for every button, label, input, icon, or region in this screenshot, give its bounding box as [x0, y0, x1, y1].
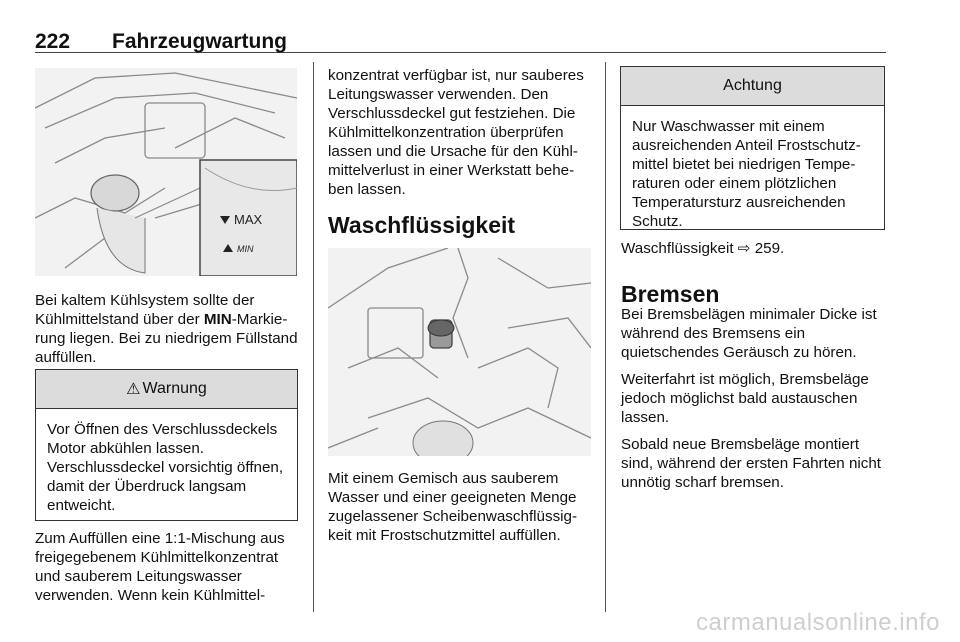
- warning-triangle-icon: ⚠: [126, 381, 141, 398]
- warning-title: Warnung: [142, 380, 207, 397]
- chapter-title: Fahrzeugwartung: [112, 30, 288, 53]
- column-divider: [313, 62, 314, 612]
- brakes-heading: Bremsen: [621, 281, 720, 307]
- left-column-text: [35, 291, 300, 375]
- coolant-reservoir-illustration: [35, 68, 297, 276]
- washer-fluid-mixture-paragraph: Mit einem Gemisch aus sauberem Wasser und einer geeigneten Menge zugelassener Scheibenwaschflüssigkeit mit Frostschutzmittel auffüllen.: [328, 470, 578, 544]
- coolant-concentrate-paragraph: konzentrat verfügbar ist, nur sauberes Leitungswasser verwenden. Den Verschlussdeckel gut festziehen. Die Kühlmittelkonzentration überprüfen lassen und die Ursache für den Kühlmittelverlust in einer Werkstatt beheben lassen.: [328, 67, 584, 198]
- right-column-text: [621, 305, 886, 500]
- coolant-level-paragraph: Bei kaltem Kühlsystem sollte der Kühlmittelstand über der MIN-Markierung liegen. Bei zu niedrigem Füllstand auffüllen.: [35, 292, 298, 366]
- brake-noise-paragraph: Bei Bremsbelägen minimaler Dicke ist während des Bremsens ein quietschendes Geräusch zu hören.: [621, 306, 877, 361]
- left-column-text-bottom: [35, 529, 300, 613]
- middle-column-text-bottom: [328, 469, 594, 553]
- new-brake-pads-paragraph: Sobald neue Bremsbeläge montiert sind, während der ersten Fahrten nicht unnötig scharf bremsen.: [621, 436, 882, 491]
- warning-box: [35, 369, 298, 521]
- refill-instructions-paragraph: Zum Auffüllen eine 1:1-Mischung aus freigegebenem Kühlmittelkonzentrat und sauberem Leitungswasser verwenden. Wenn kein Kühlmittel-: [35, 530, 285, 604]
- warning-box-header: [36, 370, 297, 409]
- min-mark-label: MIN: [237, 244, 254, 254]
- middle-column-text: [328, 66, 594, 207]
- warning-text: Vor Öffnen des Verschlussdeckels Motor abkühlen lassen. Verschlussdeckel vorsichtig öffnen, damit der Überdruck langsam entweicht.: [47, 421, 284, 514]
- brake-replacement-paragraph: Weiterfahrt ist möglich, Bremsbeläge jedoch möglichst bald austauschen lassen.: [621, 371, 869, 426]
- washer-fluid-heading: Waschflüssigkeit: [328, 212, 516, 238]
- column-divider: [605, 62, 606, 612]
- max-mark-label: MAX: [234, 212, 263, 227]
- page-number: 222: [35, 30, 71, 53]
- page-header: [35, 30, 886, 53]
- washer-fluid-crossref: Waschflüssigkeit ⇨ 259.: [621, 240, 785, 257]
- right-column-crossref: [621, 239, 886, 266]
- attention-title: Achtung: [723, 77, 782, 94]
- washer-reservoir-illustration: [328, 248, 591, 456]
- watermark: carmanualsonline.info: [696, 609, 940, 636]
- attention-text: Nur Waschwasser mit einem ausreichenden Anteil Frostschutzmittel bietet bei niedrigen Temperaturen oder einem plötzlichen Temperatursturz ausreichenden Schutz.: [632, 118, 861, 230]
- attention-box: [620, 66, 885, 230]
- attention-box-header: [621, 67, 884, 106]
